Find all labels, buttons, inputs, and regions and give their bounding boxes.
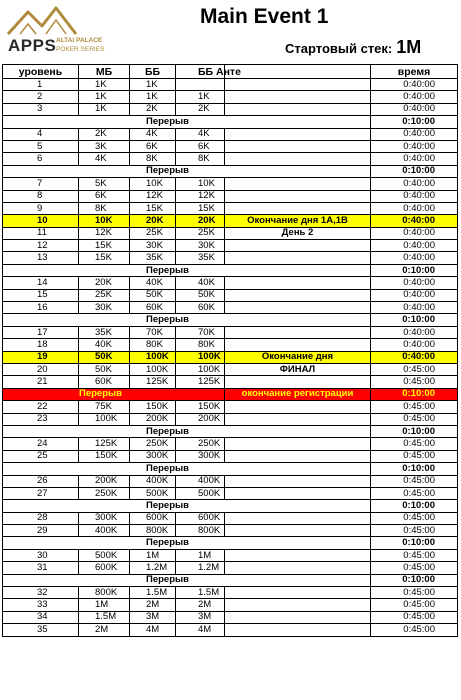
level-row	[3, 252, 458, 264]
time-cell: 0:45:00	[371, 624, 458, 636]
bb-cell: 2M	[130, 599, 176, 611]
mb-cell: 1M	[79, 599, 130, 611]
ante-cell: 2M	[176, 599, 225, 611]
break-label: Перерыв	[3, 425, 371, 437]
ante-cell: 100K	[176, 363, 225, 375]
break-time: 0:10:00	[371, 463, 458, 475]
header-level: уровень	[3, 65, 79, 79]
mb-cell: 4K	[79, 153, 130, 165]
level-row	[3, 599, 458, 611]
ante-cell: 20K	[176, 215, 225, 227]
mb-cell: 35K	[79, 326, 130, 338]
level-cell: 4	[3, 128, 79, 140]
bb-cell: 30K	[130, 240, 176, 252]
level-cell: 16	[3, 302, 79, 314]
level-cell: 18	[3, 339, 79, 351]
mb-cell: 10K	[79, 215, 130, 227]
starting-stack-label: Стартовый стек:	[285, 41, 393, 56]
mb-cell: 500K	[79, 549, 130, 561]
level-cell: 28	[3, 512, 79, 524]
mb-cell: 100K	[79, 413, 130, 425]
level-row	[3, 326, 458, 338]
level-row	[3, 215, 458, 227]
level-cell: 33	[3, 599, 79, 611]
bb-cell: 60K	[130, 302, 176, 314]
note-cell	[225, 202, 371, 214]
level-row	[3, 351, 458, 363]
ante-cell: 100K	[176, 351, 225, 363]
note-cell	[225, 91, 371, 103]
mb-cell: 25K	[79, 289, 130, 301]
bb-cell: 20K	[130, 215, 176, 227]
note-cell: День 2	[225, 227, 371, 239]
logo-line1: ALTAI PALACE	[56, 37, 103, 44]
time-cell: 0:40:00	[371, 140, 458, 152]
time-cell: 0:40:00	[371, 153, 458, 165]
mb-cell: 40K	[79, 339, 130, 351]
note-cell	[225, 277, 371, 289]
level-row	[3, 611, 458, 623]
level-row	[3, 140, 458, 152]
ante-cell: 12K	[176, 190, 225, 202]
bb-cell: 1K	[130, 91, 176, 103]
break-row	[3, 264, 458, 276]
header-ante: ББ Анте	[176, 65, 225, 79]
level-row	[3, 401, 458, 413]
break-row	[3, 314, 458, 326]
level-row	[3, 227, 458, 239]
level-cell: 29	[3, 525, 79, 537]
bb-cell: 150K	[130, 401, 176, 413]
time-cell: 0:45:00	[371, 512, 458, 524]
mb-cell: 75K	[79, 401, 130, 413]
level-row	[3, 302, 458, 314]
note-cell	[225, 376, 371, 388]
time-cell: 0:45:00	[371, 599, 458, 611]
level-cell: 25	[3, 450, 79, 462]
ante-cell: 4K	[176, 128, 225, 140]
note-cell	[225, 624, 371, 636]
bb-cell: 12K	[130, 190, 176, 202]
break-time: 0:10:00	[371, 264, 458, 276]
bb-cell: 35K	[130, 252, 176, 264]
level-cell: 9	[3, 202, 79, 214]
mb-cell: 600K	[79, 562, 130, 574]
time-cell: 0:45:00	[371, 376, 458, 388]
mb-cell: 60K	[79, 376, 130, 388]
note-cell	[225, 190, 371, 202]
level-row	[3, 376, 458, 388]
level-cell: 32	[3, 587, 79, 599]
bb-cell: 40K	[130, 277, 176, 289]
break-row	[3, 388, 458, 400]
break-row	[3, 425, 458, 437]
bb-cell: 15K	[130, 202, 176, 214]
ante-cell	[176, 79, 225, 91]
starting-stack	[285, 37, 421, 58]
mb-cell: 15K	[79, 240, 130, 252]
break-label: Перерыв	[3, 500, 371, 512]
bb-cell: 4K	[130, 128, 176, 140]
level-row	[3, 438, 458, 450]
apps-logo	[4, 4, 114, 60]
time-cell: 0:40:00	[371, 240, 458, 252]
bb-cell: 25K	[130, 227, 176, 239]
time-cell: 0:45:00	[371, 549, 458, 561]
level-row	[3, 587, 458, 599]
mb-cell: 300K	[79, 512, 130, 524]
time-cell: 0:45:00	[371, 401, 458, 413]
bb-cell: 80K	[130, 339, 176, 351]
level-row	[3, 525, 458, 537]
ante-cell: 1M	[176, 549, 225, 561]
mb-cell: 50K	[79, 363, 130, 375]
note-cell	[225, 302, 371, 314]
time-cell: 0:45:00	[371, 413, 458, 425]
ante-cell: 500K	[176, 487, 225, 499]
bb-cell: 600K	[130, 512, 176, 524]
level-cell: 19	[3, 351, 79, 363]
bb-cell: 400K	[130, 475, 176, 487]
header-mb: МБ	[79, 65, 130, 79]
bb-cell: 1M	[130, 549, 176, 561]
level-cell: 13	[3, 252, 79, 264]
level-cell: 12	[3, 240, 79, 252]
break-note: окончание регистрации	[225, 388, 371, 400]
note-cell	[225, 326, 371, 338]
bb-cell: 70K	[130, 326, 176, 338]
bb-cell: 3M	[130, 611, 176, 623]
break-label: Перерыв	[3, 165, 371, 177]
ante-cell: 125K	[176, 376, 225, 388]
level-row	[3, 153, 458, 165]
level-row	[3, 624, 458, 636]
break-label: Перерыв	[3, 574, 371, 586]
level-cell: 1	[3, 79, 79, 91]
ante-cell: 70K	[176, 326, 225, 338]
level-row	[3, 339, 458, 351]
mb-cell: 800K	[79, 587, 130, 599]
time-cell: 0:45:00	[371, 611, 458, 623]
ante-cell: 1.5M	[176, 587, 225, 599]
level-cell: 21	[3, 376, 79, 388]
bb-cell: 125K	[130, 376, 176, 388]
break-row	[3, 537, 458, 549]
note-cell: Окончание дня 1A,1B	[225, 215, 371, 227]
break-row	[3, 165, 458, 177]
bb-cell: 2K	[130, 103, 176, 115]
note-cell	[225, 128, 371, 140]
mb-cell: 125K	[79, 438, 130, 450]
time-cell: 0:45:00	[371, 487, 458, 499]
break-time: 0:10:00	[371, 116, 458, 128]
table-header-row	[3, 65, 458, 79]
level-row	[3, 450, 458, 462]
note-cell	[225, 289, 371, 301]
time-cell: 0:40:00	[371, 190, 458, 202]
mb-cell: 2M	[79, 624, 130, 636]
level-cell: 15	[3, 289, 79, 301]
break-label: Перерыв	[3, 388, 225, 400]
ante-cell: 4M	[176, 624, 225, 636]
note-cell	[225, 611, 371, 623]
bb-cell: 500K	[130, 487, 176, 499]
header-note	[225, 65, 371, 79]
level-row	[3, 363, 458, 375]
ante-cell: 3M	[176, 611, 225, 623]
note-cell	[225, 103, 371, 115]
ante-cell: 8K	[176, 153, 225, 165]
mb-cell: 1K	[79, 79, 130, 91]
time-cell: 0:40:00	[371, 326, 458, 338]
ante-cell: 2K	[176, 103, 225, 115]
time-cell: 0:45:00	[371, 587, 458, 599]
time-cell: 0:45:00	[371, 475, 458, 487]
note-cell: ФИНАЛ	[225, 363, 371, 375]
bb-cell: 100K	[130, 351, 176, 363]
note-cell	[225, 475, 371, 487]
time-cell: 0:45:00	[371, 438, 458, 450]
level-row	[3, 202, 458, 214]
mb-cell: 20K	[79, 277, 130, 289]
level-cell: 11	[3, 227, 79, 239]
level-row	[3, 79, 458, 91]
ante-cell: 150K	[176, 401, 225, 413]
time-cell: 0:45:00	[371, 450, 458, 462]
page-header	[0, 0, 461, 64]
note-cell	[225, 252, 371, 264]
logo-brand: APPS	[8, 36, 57, 55]
table-body	[3, 79, 458, 637]
break-time: 0:10:00	[371, 425, 458, 437]
bb-cell: 6K	[130, 140, 176, 152]
mb-cell: 30K	[79, 302, 130, 314]
ante-cell: 50K	[176, 289, 225, 301]
level-row	[3, 512, 458, 524]
break-time: 0:10:00	[371, 314, 458, 326]
note-cell	[225, 413, 371, 425]
time-cell: 0:40:00	[371, 178, 458, 190]
mb-cell: 3K	[79, 140, 130, 152]
break-row	[3, 500, 458, 512]
level-row	[3, 128, 458, 140]
note-cell	[225, 401, 371, 413]
time-cell: 0:40:00	[371, 128, 458, 140]
time-cell: 0:40:00	[371, 103, 458, 115]
level-row	[3, 413, 458, 425]
ante-cell: 200K	[176, 413, 225, 425]
note-cell	[225, 487, 371, 499]
note-cell	[225, 562, 371, 574]
level-cell: 10	[3, 215, 79, 227]
level-row	[3, 103, 458, 115]
mb-cell: 2K	[79, 128, 130, 140]
level-cell: 7	[3, 178, 79, 190]
ante-cell: 400K	[176, 475, 225, 487]
bb-cell: 250K	[130, 438, 176, 450]
note-cell	[225, 178, 371, 190]
bb-cell: 200K	[130, 413, 176, 425]
ante-cell: 1K	[176, 91, 225, 103]
break-label: Перерыв	[3, 463, 371, 475]
time-cell: 0:40:00	[371, 351, 458, 363]
break-label: Перерыв	[3, 264, 371, 276]
bb-cell: 800K	[130, 525, 176, 537]
mb-cell: 12K	[79, 227, 130, 239]
break-time: 0:10:00	[371, 500, 458, 512]
level-cell: 22	[3, 401, 79, 413]
level-cell: 35	[3, 624, 79, 636]
level-cell: 2	[3, 91, 79, 103]
ante-cell: 25K	[176, 227, 225, 239]
ante-cell: 30K	[176, 240, 225, 252]
level-row	[3, 562, 458, 574]
mb-cell: 200K	[79, 475, 130, 487]
level-cell: 26	[3, 475, 79, 487]
time-cell: 0:40:00	[371, 339, 458, 351]
mb-cell: 1K	[79, 103, 130, 115]
time-cell: 0:40:00	[371, 302, 458, 314]
ante-cell: 60K	[176, 302, 225, 314]
bb-cell: 50K	[130, 289, 176, 301]
time-cell: 0:40:00	[371, 215, 458, 227]
bb-cell: 1.2M	[130, 562, 176, 574]
note-cell	[225, 438, 371, 450]
level-cell: 5	[3, 140, 79, 152]
level-cell: 3	[3, 103, 79, 115]
break-time: 0:10:00	[371, 574, 458, 586]
level-cell: 31	[3, 562, 79, 574]
break-time: 0:10:00	[371, 537, 458, 549]
level-row	[3, 277, 458, 289]
mb-cell: 400K	[79, 525, 130, 537]
page-title: Main Event 1	[200, 5, 329, 28]
level-row	[3, 289, 458, 301]
level-cell: 8	[3, 190, 79, 202]
bb-cell: 8K	[130, 153, 176, 165]
level-row	[3, 190, 458, 202]
bb-cell: 10K	[130, 178, 176, 190]
break-time: 0:10:00	[371, 165, 458, 177]
time-cell: 0:40:00	[371, 91, 458, 103]
level-row	[3, 91, 458, 103]
level-row	[3, 549, 458, 561]
starting-stack-value: 1M	[396, 37, 422, 57]
note-cell	[225, 339, 371, 351]
mb-cell: 8K	[79, 202, 130, 214]
level-row	[3, 475, 458, 487]
mb-cell: 1K	[79, 91, 130, 103]
time-cell: 0:40:00	[371, 277, 458, 289]
ante-cell: 800K	[176, 525, 225, 537]
note-cell	[225, 599, 371, 611]
ante-cell: 250K	[176, 438, 225, 450]
level-cell: 24	[3, 438, 79, 450]
level-cell: 34	[3, 611, 79, 623]
mb-cell: 5K	[79, 178, 130, 190]
ante-cell: 35K	[176, 252, 225, 264]
break-row	[3, 463, 458, 475]
bb-cell: 1.5M	[130, 587, 176, 599]
blind-structure-table	[2, 64, 458, 637]
mountain-icon	[6, 4, 78, 38]
time-cell: 0:45:00	[371, 562, 458, 574]
level-cell: 23	[3, 413, 79, 425]
level-cell: 20	[3, 363, 79, 375]
break-label: Перерыв	[3, 116, 371, 128]
level-row	[3, 178, 458, 190]
level-cell: 6	[3, 153, 79, 165]
break-label: Перерыв	[3, 537, 371, 549]
time-cell: 0:40:00	[371, 289, 458, 301]
ante-cell: 1.2M	[176, 562, 225, 574]
time-cell: 0:45:00	[371, 363, 458, 375]
mb-cell: 1.5M	[79, 611, 130, 623]
level-row	[3, 240, 458, 252]
break-label: Перерыв	[3, 314, 371, 326]
note-cell	[225, 79, 371, 91]
level-cell: 14	[3, 277, 79, 289]
logo-line2: POKER SERIES	[56, 46, 105, 53]
note-cell	[225, 240, 371, 252]
note-cell	[225, 140, 371, 152]
level-cell: 17	[3, 326, 79, 338]
ante-cell: 300K	[176, 450, 225, 462]
ante-cell: 6K	[176, 140, 225, 152]
ante-cell: 10K	[176, 178, 225, 190]
mb-cell: 250K	[79, 487, 130, 499]
note-cell	[225, 525, 371, 537]
ante-cell: 40K	[176, 277, 225, 289]
break-row	[3, 574, 458, 586]
ante-cell: 15K	[176, 202, 225, 214]
note-cell	[225, 549, 371, 561]
header-bb: ББ	[130, 65, 176, 79]
note-cell: Окончание дня	[225, 351, 371, 363]
note-cell	[225, 153, 371, 165]
level-cell: 30	[3, 549, 79, 561]
level-row	[3, 487, 458, 499]
bb-cell: 100K	[130, 363, 176, 375]
time-cell: 0:40:00	[371, 252, 458, 264]
level-cell: 27	[3, 487, 79, 499]
break-time: 0:10:00	[371, 388, 458, 400]
break-row	[3, 116, 458, 128]
note-cell	[225, 587, 371, 599]
mb-cell: 15K	[79, 252, 130, 264]
bb-cell: 300K	[130, 450, 176, 462]
bb-cell: 4M	[130, 624, 176, 636]
mb-cell: 6K	[79, 190, 130, 202]
mb-cell: 150K	[79, 450, 130, 462]
time-cell: 0:45:00	[371, 525, 458, 537]
note-cell	[225, 450, 371, 462]
ante-cell: 80K	[176, 339, 225, 351]
ante-cell: 600K	[176, 512, 225, 524]
time-cell: 0:40:00	[371, 202, 458, 214]
header-time: время	[371, 65, 458, 79]
bb-cell: 1K	[130, 79, 176, 91]
time-cell: 0:40:00	[371, 79, 458, 91]
mb-cell: 50K	[79, 351, 130, 363]
note-cell	[225, 512, 371, 524]
time-cell: 0:40:00	[371, 227, 458, 239]
